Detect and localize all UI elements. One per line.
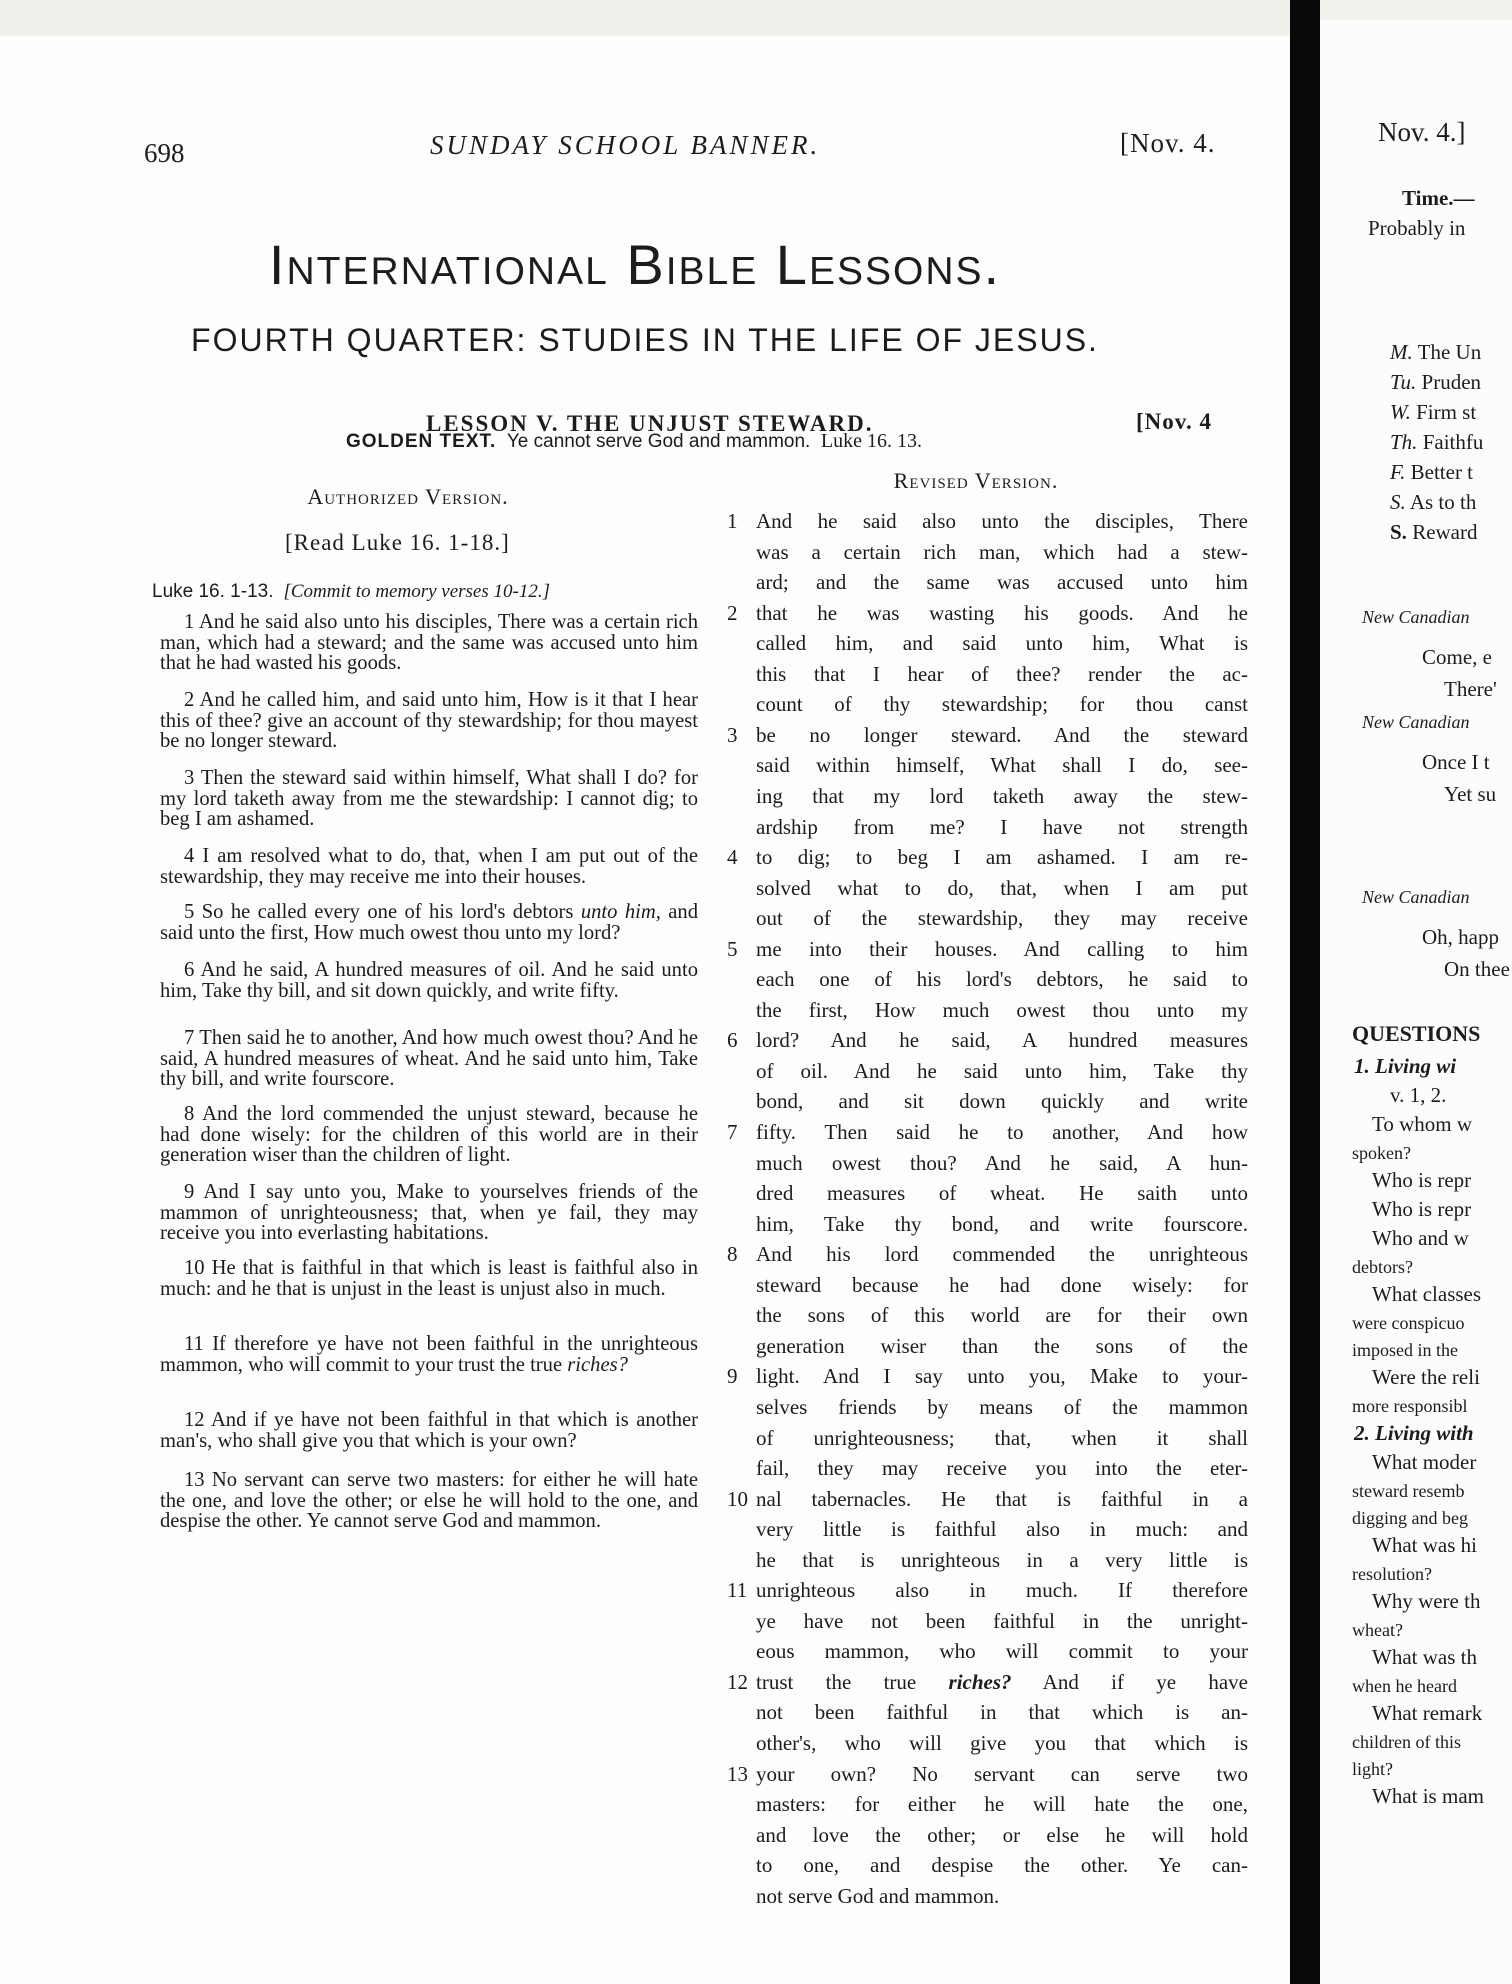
home-reading-row: [1390, 370, 1481, 394]
revised-line: [756, 1331, 1248, 1361]
authorized-verse: [160, 1182, 698, 1244]
revised-line-text: he that is unrighteous in a very little is: [756, 1548, 1248, 1572]
revised-verse-number: 5: [727, 937, 738, 961]
authorized-verse: [160, 1028, 698, 1090]
hymn-line: Come, e: [1422, 645, 1492, 669]
question-line: light?: [1352, 1759, 1393, 1779]
time-label: Time.—: [1402, 186, 1475, 210]
revised-line-text: fail, they may receive you into the eter-: [756, 1456, 1248, 1480]
verse-text: And the lord commended the unjust steward, because he had done wisely: for the children of this world are in their generation wiser than the children of light.: [160, 1103, 698, 1166]
revised-line: [756, 1178, 1248, 1208]
revised-line-italic: riches?: [948, 1670, 1012, 1694]
hymn-line: Yet su: [1444, 782, 1497, 806]
revised-line-text: ye have not been faithful in the unright-: [756, 1609, 1248, 1633]
revised-line: [756, 1759, 1248, 1789]
page-title: International Bible Lessons.: [268, 233, 1002, 296]
revised-line: [756, 934, 1248, 964]
revised-line-text: the first, How much owest thou unto my: [756, 998, 1248, 1022]
revised-line: [756, 1117, 1248, 1147]
hymn-line: There': [1444, 677, 1497, 701]
commit-note: [Commit to memory verses 10-12.]: [283, 581, 550, 602]
question-line: children of this: [1352, 1732, 1461, 1752]
revised-line-text: And his lord commended the unrighteous: [756, 1242, 1248, 1266]
authorized-verse: [160, 1470, 698, 1532]
authorized-passage-ref: Luke 16. 1-13.: [152, 581, 274, 602]
revised-line-text: the sons of this world are for their own: [756, 1303, 1248, 1327]
home-reading-day: F.: [1390, 460, 1406, 484]
revised-line: [756, 1606, 1248, 1636]
revised-line-text: lord? And he said, A hundred measures: [756, 1028, 1248, 1052]
revised-line-text: fifty. Then said he to another, And how: [756, 1120, 1248, 1144]
home-reading-row: [1390, 490, 1476, 514]
revised-line: [756, 995, 1248, 1025]
question-line: debtors?: [1352, 1257, 1413, 1277]
revised-line: [756, 628, 1248, 658]
revised-line: [756, 903, 1248, 933]
hymn-line: On thee: [1444, 957, 1510, 981]
home-reading-row: [1390, 430, 1483, 454]
revised-line: [756, 1789, 1248, 1819]
question-line: resolution?: [1352, 1564, 1432, 1584]
question-line: Were the reli: [1372, 1365, 1480, 1389]
home-reading-day: Th.: [1390, 430, 1418, 454]
revised-line-text: was a certain rich man, which had a stew-: [756, 540, 1248, 564]
revised-line: [756, 964, 1248, 994]
page-subtitle: FOURTH QUARTER: STUDIES IN THE LIFE OF JESUS.: [191, 322, 1099, 358]
revised-line-text: light. And I say unto you, Make to your-: [756, 1364, 1248, 1388]
revised-line: [756, 1636, 1248, 1666]
revised-line: [756, 689, 1248, 719]
verse-number: 13: [184, 1469, 212, 1491]
revised-verse-number: 8: [727, 1242, 738, 1266]
golden-reference: Luke 16. 13.: [820, 430, 922, 452]
revised-line: [756, 1545, 1248, 1575]
revised-line-text: other's, who will give you that which is: [756, 1731, 1248, 1755]
question-line: imposed in the: [1352, 1340, 1458, 1360]
revised-line: [756, 1881, 1248, 1911]
question-line: steward resemb: [1352, 1481, 1465, 1501]
running-date: [Nov. 4.: [1120, 128, 1216, 158]
revised-line: [756, 1820, 1248, 1850]
revised-line: [756, 1270, 1248, 1300]
revised-line: [756, 1514, 1248, 1544]
authorized-passage: [152, 580, 550, 603]
verse-text: I am resolved what to do, that, when I am put out of the stewardship, they may receive me into their houses.: [160, 845, 698, 888]
revised-line-text: ard; and the same was accused unto him: [756, 570, 1248, 594]
verse-text: Then said he to another, And how much owest thou? And he said, A hundred measures of wheat. And he said unto him, Take thy bill, and write fourscore.: [160, 1027, 699, 1090]
revised-line-text: bond, and sit down quickly and write: [756, 1089, 1248, 1113]
verse-text: And he called him, and said unto him, How is it that I hear this of thee? give an account of thy stewardship; for thou mayest be no longer steward.: [160, 689, 698, 752]
home-reading-day: S.: [1390, 490, 1406, 514]
revised-line: [756, 506, 1248, 536]
revised-line: [756, 1423, 1248, 1453]
verse-number: 10: [184, 1257, 212, 1279]
home-reading-text: Faithfu: [1422, 430, 1484, 454]
verse-number: 3: [184, 767, 201, 789]
authorized-verse: [160, 1258, 698, 1299]
revised-line: [756, 842, 1248, 872]
question-line: What was th: [1372, 1645, 1477, 1669]
question-line: when he heard: [1352, 1676, 1457, 1696]
question-line: Why were th: [1372, 1589, 1481, 1613]
question-line: digging and beg: [1352, 1508, 1468, 1528]
revised-line: [756, 567, 1248, 597]
revised-line: [756, 1575, 1248, 1605]
home-reading-day: S.: [1390, 520, 1407, 544]
revised-line-text: to dig; to beg I am ashamed. I am re-: [756, 845, 1248, 869]
revised-line: [756, 1361, 1248, 1391]
book-gutter: [1290, 0, 1320, 1984]
revised-line: [756, 1697, 1248, 1727]
revised-line-text: eous mammon, who will commit to your: [756, 1639, 1248, 1663]
golden-text: [346, 430, 922, 453]
revised-line-text: this that I hear of thee? render the ac-: [756, 662, 1248, 686]
revised-line-text: your own? No servant can serve two: [756, 1762, 1248, 1786]
revised-line: [756, 873, 1248, 903]
revised-line: [756, 537, 1248, 567]
verse-number: 11: [184, 1333, 213, 1355]
revised-line: [756, 1056, 1248, 1086]
revised-line-text: said within himself, What shall I do, see-: [756, 753, 1248, 777]
lesson-date: [Nov. 4: [1136, 409, 1212, 434]
authorized-verse: [160, 768, 698, 830]
authorized-heading: Authorized Version.: [307, 484, 509, 509]
revised-verse-number: 12: [727, 1670, 748, 1694]
verse-number: 1: [184, 611, 199, 633]
verse-text: So he called every one of his lord's debtors: [201, 901, 574, 923]
home-reading-row: [1390, 520, 1478, 544]
home-reading-day: M.: [1390, 340, 1413, 364]
revised-verse-number: 10: [727, 1487, 748, 1511]
revised-line-text: selves friends by means of the mammon: [756, 1395, 1248, 1419]
golden-quote: Ye cannot serve God and mammon.: [506, 431, 811, 452]
revised-verse-number: 1: [727, 509, 738, 533]
revised-line-text: solved what to do, that, when I am put: [756, 876, 1248, 900]
home-reading-text: Better t: [1410, 460, 1474, 484]
authorized-verse: [160, 1410, 698, 1451]
authorized-verse: [160, 1334, 698, 1375]
question-line: more responsibl: [1352, 1396, 1468, 1416]
revised-line-text: steward because he had done wisely: for: [756, 1273, 1248, 1297]
verse-number: 12: [184, 1409, 211, 1431]
revised-line: [756, 750, 1248, 780]
revised-line-text: of unrighteousness; that, when it shall: [756, 1426, 1248, 1450]
question-line: What moder: [1372, 1450, 1477, 1474]
revised-line-text: of oil. And he said unto him, Take thy: [756, 1059, 1248, 1083]
revised-verse-number: 9: [727, 1364, 738, 1388]
verse-number: 8: [184, 1103, 203, 1125]
revised-verse-number: 7: [727, 1120, 738, 1144]
authorized-verse: [160, 960, 698, 1001]
home-reading-text: Firm st: [1416, 400, 1477, 424]
verse-text: And he said, A hundred measures of oil. And he said unto him, Take thy bill, and sit down quickly, and write fifty.: [160, 959, 698, 1002]
verse-text: And I say unto you, Make to yourselves friends of the mammon of unrighteousness; that, when ye fail, they may receive you into everlasting habitations.: [160, 1181, 698, 1244]
verse-number: 7: [184, 1027, 200, 1049]
question-line: spoken?: [1352, 1143, 1411, 1163]
home-reading-text: Pruden: [1421, 370, 1482, 394]
revised-line: [756, 1667, 1248, 1697]
top-margin: [0, 0, 1290, 36]
verse-number: 4: [184, 845, 203, 867]
question-line: were conspicuo: [1352, 1313, 1465, 1333]
verse-number: 9: [184, 1181, 204, 1203]
question-line: Who is repr: [1372, 1168, 1472, 1192]
revised-line-text: And if ye have: [1042, 1670, 1249, 1694]
revised-line: [756, 1850, 1248, 1880]
verse-text: And he said also unto his disciples, There was a certain rich man, which had a steward; and the same was accused unto him that he had wasted his goods.: [160, 611, 698, 674]
revised-line-text: ardship from me? I have not strength: [756, 815, 1248, 839]
revised-line-text: not been faithful in that which is an-: [756, 1700, 1248, 1724]
home-reading-text: As to th: [1409, 490, 1477, 514]
revised-line: [756, 659, 1248, 689]
revised-line-text: ing that my lord taketh away the stew-: [756, 784, 1248, 808]
home-reading-text: Reward: [1412, 520, 1478, 544]
authorized-verse: [160, 612, 698, 674]
question-line: What remark: [1372, 1701, 1483, 1725]
authorized-verse: [160, 902, 698, 943]
verse-text: Then the steward said within himself, What shall I do? for my lord taketh away from me the stewardship: I cannot dig; to beg I am ashamed.: [160, 767, 698, 830]
revised-verse-number: 6: [727, 1028, 738, 1052]
revised-line: [756, 1025, 1248, 1055]
running-title: SUNDAY SCHOOL BANNER.: [430, 130, 821, 160]
revised-line-text: and love the other; or else he will hold: [756, 1823, 1248, 1847]
revised-verse-number: 13: [727, 1762, 748, 1786]
revised-line: [756, 781, 1248, 811]
revised-line-text: much owest thou? And he said, A hun-: [756, 1151, 1248, 1175]
revised-line-text: very little is faithful also in much: and: [756, 1517, 1248, 1541]
revised-line: [756, 1086, 1248, 1116]
revised-line-text: not serve God and mammon.: [756, 1884, 1000, 1908]
revised-line: [756, 598, 1248, 628]
hymn-line: Oh, happ: [1422, 925, 1499, 949]
hymn-source: New Canadian: [1362, 712, 1470, 732]
revised-line: [756, 1209, 1248, 1239]
lesson-title: LESSON V. THE UNJUST STEWARD.: [426, 411, 874, 436]
revised-line-text: that he was wasting his goods. And he: [756, 601, 1248, 625]
revised-verse-number: 4: [727, 845, 738, 869]
question-line: 1. Living wi: [1354, 1054, 1457, 1078]
question-line: wheat?: [1352, 1620, 1403, 1640]
verse-text: And if ye have not been faithful in that which is another man's, who shall give you that which is your own?: [160, 1409, 698, 1452]
revised-line-text: masters: for either he will hate the one,: [756, 1792, 1248, 1816]
home-reading-day: Tu.: [1390, 370, 1417, 394]
home-reading-day: W.: [1390, 400, 1411, 424]
revised-line-text: him, Take thy bond, and write fourscore.: [756, 1212, 1248, 1236]
question-line: 2. Living with: [1354, 1421, 1474, 1445]
authorized-read-ref: [Read Luke 16. 1-18.]: [285, 530, 510, 555]
question-line: To whom w: [1372, 1112, 1473, 1136]
revised-line: [756, 1453, 1248, 1483]
home-reading-row: [1390, 460, 1473, 484]
verse-number: 2: [184, 689, 200, 711]
revised-line-text: me into their houses. And calling to him: [756, 937, 1248, 961]
question-line: Who is repr: [1372, 1197, 1472, 1221]
revised-line: [756, 812, 1248, 842]
revised-line-text: trust the true: [756, 1670, 917, 1694]
revised-verse-number: 2: [727, 601, 738, 625]
verse-italic: unto him,: [580, 901, 661, 923]
authorized-verse: [160, 846, 698, 887]
authorized-verse: [160, 1104, 698, 1166]
revised-line-text: unrighteous also in much. If therefore: [756, 1578, 1248, 1602]
revised-line: [756, 720, 1248, 750]
right-page-header: Nov. 4.]: [1378, 117, 1466, 147]
home-reading-text: The Un: [1417, 340, 1482, 364]
revised-line: [756, 1392, 1248, 1422]
home-reading-row: [1390, 400, 1476, 424]
time-text: Probably in: [1368, 216, 1466, 240]
revised-heading: Revised Version.: [893, 468, 1059, 493]
hymn-source: New Canadian: [1362, 887, 1470, 907]
verse-text: No servant can serve two masters: for either he will hate the one, and love the other; or else he will hold to the one, and despise the other. Ye cannot serve God and mammon.: [160, 1469, 698, 1532]
hymn-line: Once I t: [1422, 750, 1490, 774]
questions-heading: QUESTIONS: [1352, 1021, 1481, 1046]
revised-verse-number: 11: [727, 1578, 748, 1602]
revised-line-text: be no longer steward. And the steward: [756, 723, 1248, 747]
verse-italic: riches?: [567, 1353, 628, 1376]
revised-line: [756, 1728, 1248, 1758]
revised-line: [756, 1484, 1248, 1514]
revised-line: [756, 1300, 1248, 1330]
question-line: Who and w: [1372, 1226, 1469, 1250]
revised-line-text: dred measures of wheat. He saith unto: [756, 1181, 1248, 1205]
verse-text: and said unto the first, How much owest thou unto my lord?: [160, 901, 699, 944]
revised-line-text: to one, and despise the other. Ye can-: [756, 1853, 1248, 1877]
authorized-verse: [160, 690, 698, 752]
revised-line-text: generation wiser than the sons of the: [756, 1334, 1248, 1358]
page-number: 698: [144, 138, 185, 168]
revised-line-text: And he said also unto the disciples, There: [756, 509, 1248, 533]
hymn-source: New Canadian: [1362, 607, 1470, 627]
verse-text: He that is faithful in that which is least is faithful also in much: and he that is unjust in the least is unjust also in much.: [160, 1257, 698, 1300]
question-line: What classes: [1372, 1282, 1482, 1306]
revised-line-text: out of the stewardship, they may receive: [756, 906, 1248, 930]
verse-number: 5: [184, 901, 202, 923]
golden-label: GOLDEN TEXT.: [346, 431, 497, 452]
revised-line-text: count of thy stewardship; for thou canst: [756, 692, 1248, 716]
verse-number: 6: [184, 959, 201, 981]
revised-line-text: called him, and said unto him, What is: [756, 631, 1248, 655]
question-line: What was hi: [1372, 1533, 1477, 1557]
revised-line-text: nal tabernacles. He that is faithful in a: [756, 1487, 1248, 1511]
revised-line: [756, 1239, 1248, 1269]
revised-line-text: each one of his lord's debtors, he said to: [756, 967, 1248, 991]
question-line: What is mam: [1372, 1784, 1484, 1808]
question-line: v. 1, 2.: [1390, 1083, 1447, 1107]
verse-text: If therefore ye have not been faithful in the unrighteous mammon, who will commit to your trust the true: [160, 1333, 698, 1376]
revised-line: [756, 1148, 1248, 1178]
home-reading-row: [1390, 340, 1481, 364]
revised-verse-number: 3: [727, 723, 738, 747]
